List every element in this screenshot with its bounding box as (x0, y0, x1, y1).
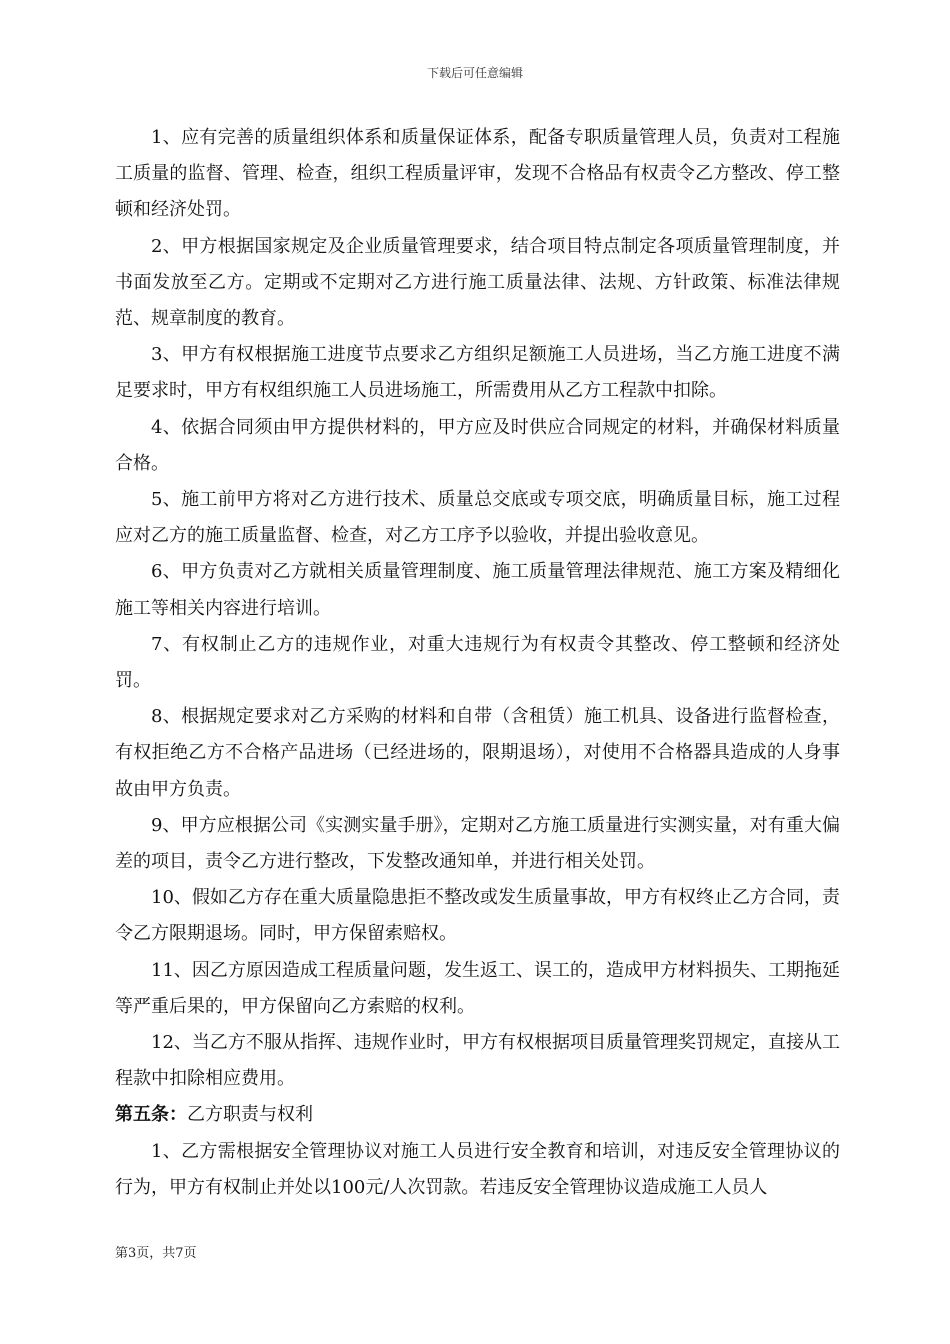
page-number: 第3页，共7页 (115, 1246, 197, 1261)
section-heading-title: 乙方职责与权利 (187, 1104, 313, 1126)
paragraph-11: 11、因乙方原因造成工程质量问题，发生返工、误工的，造成甲方材料损失、工期拖延等严重后果的，甲方保留向乙方索赔的权利。 (115, 959, 840, 1017)
paragraph-7: 7、有权制止乙方的违规作业，对重大违规行为有权责令其整改、停工整顿和经济处罚。 (115, 633, 840, 692)
paragraph-2: 2、甲方根据国家规定及企业质量管理要求，结合项目特点制定各项质量管理制度，并书面发放至乙方。定期或不定期对乙方进行施工质量法律、法规、方针政策、标准法律规范、规章制度的教育。 (115, 235, 840, 330)
paragraph-3: 3、甲方有权根据施工进度节点要求乙方组织足额施工人员进场，当乙方施工进度不满足要求时，甲方有权组织施工人员进场施工，所需费用从乙方工程款中扣除。 (115, 344, 840, 402)
paragraph-9: 9、甲方应根据公司《实测实量手册》，定期对乙方施工质量进行实测实量，对有重大偏差的项目，责令乙方进行整改，下发整改通知单，并进行相关处罚。 (115, 814, 840, 873)
paragraph-1: 1、应有完善的质量组织体系和质量保证体系，配备专职质量管理人员，负责对工程施工质量的监督、管理、检查，组织工程质量评审，发现不合格品有权责令乙方整改、停工整顿和经济处罚。 (115, 127, 840, 221)
paragraph-12: 12、当乙方不服从指挥、违规作业时，甲方有权根据项目质量管理奖罚规定，直接从工程款中扣除相应费用。 (115, 1032, 840, 1090)
paragraph-10: 10、假如乙方存在重大质量隐患拒不整改或发生质量事故，甲方有权终止乙方合同，责令乙方限期退场。同时，甲方保留索赔权。 (115, 887, 840, 945)
document-body (115, 120, 840, 1206)
section-heading (115, 1097, 840, 1133)
paragraph-6: 6、甲方负责对乙方就相关质量管理制度、施工质量管理法律规范、施工方案及精细化施工等相关内容进行培训。 (115, 561, 840, 619)
section-heading-label: 第五条： (115, 1104, 187, 1126)
header-note: 下载后可任意编辑 (426, 66, 523, 80)
paragraph-8: 8、根据规定要求对乙方采购的材料和自带（含租赁）施工机具、设备进行监督检查，有权拒绝乙方不合格产品进场（已经进场的，限期退场），对使用不合格器具造成的人身事故由甲方负责。 (115, 706, 840, 800)
section5-paragraph-1: 1、乙方需根据安全管理协议对施工人员进行安全教育和培训，对违反安全管理协议的行为，甲方有权制止并处以100元/人次罚款。若违反安全管理协议造成施工人员人 (115, 1140, 840, 1198)
paragraph-5: 5、施工前甲方将对乙方进行技术、质量总交底或专项交底，明确质量目标，施工过程应对乙方的施工质量监督、检查，对乙方工序予以验收，并提出验收意见。 (115, 489, 840, 547)
paragraph-4: 4、依据合同须由甲方提供材料的，甲方应及时供应合同规定的材料，并确保材料质量合格。 (115, 416, 840, 474)
